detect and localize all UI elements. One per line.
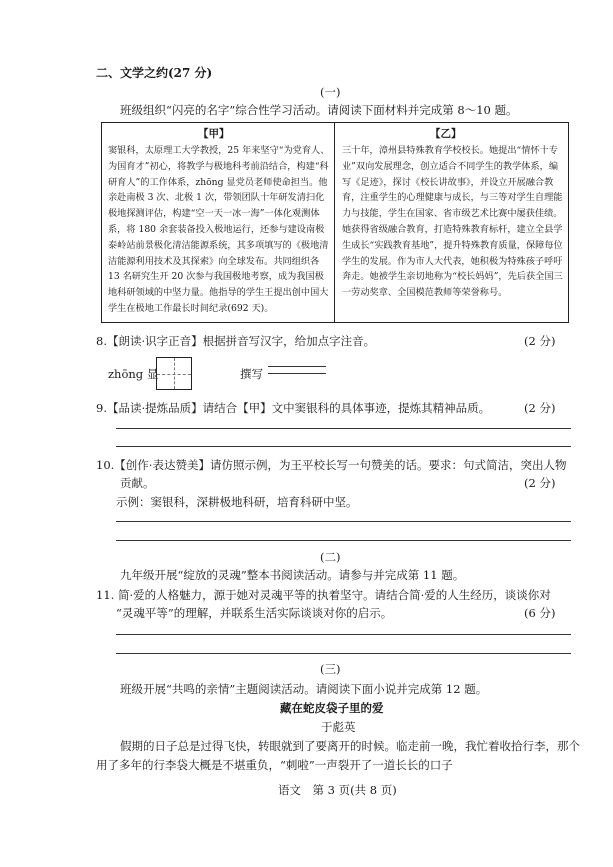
story-paragraph-line2: 用了多年的行李袋大概是不堪重负，“刺啦”一声裂开了一道长长的口子 [96, 758, 453, 772]
q11-text-line1: 11. 简·爱的人格魅力，源于她对灵魂平等的执着坚守。请结合简·爱的人生经历，谈谈你对 [96, 588, 551, 602]
part3-intro: 班级开展“共鸣的亲情”主题阅读活动。请阅读下面小说并完成第 12 题。 [120, 682, 488, 696]
part1-intro: 班级组织“闪亮的名字”综合性学习活动。请阅读下面材料并完成第 8～10 题。 [120, 103, 518, 117]
q9-answer-line-2[interactable] [116, 446, 571, 447]
q9-answer-line-1[interactable] [116, 428, 571, 429]
left-material-text: 窦银科，太原理工大学教授，25 年来坚守“为党育人、为国育才”初心，将教学与极地科考前沿结合，构建“科研育人”的工作体系，zhōng 显党员老师使命担当。他亲赴南极 3 次、北极 1 次，带领团队十年研发清扫化极地探测评估，构建“空一天一冰一海”一体化观测体系，将 180 余套装备投入极地运行，还参与建设南极泰岭站前景极化清洁能源系统，其多项填写的《极地清洁能源利用技术及其探索》向全球发布。共同组织各 13 名研究生开 20 次参与我国极地考察，成为我国极地科研领域的中坚力量。他指导的学生王提出创中国大学生在极地工作最长时间纪录(692 天)。 [108, 145, 330, 314]
right-header: 【乙】 [430, 128, 462, 140]
q8-text: 8.【朗读·识字正音】根据拼音写汉字，给加点字注音。 [96, 334, 376, 348]
q8-pinyin-label: zhōng 显 [108, 367, 159, 381]
q10-score: (2 分) [524, 476, 556, 490]
q8-answer-blank[interactable] [268, 366, 326, 374]
q11-score: (6 分) [524, 606, 556, 620]
page-footer: 语文 第 3 页(共 8 页) [278, 783, 397, 797]
q9-score: (2 分) [524, 401, 556, 415]
table-divider [334, 123, 335, 322]
q10-example: 示例：窦银科，深耕极地科研，培育科研中坚。 [116, 495, 358, 509]
q11-answer-line-1[interactable] [116, 634, 571, 635]
q8-write-label: 撰写 [240, 367, 263, 381]
q10-text-line2: 贡献。 [120, 476, 155, 490]
left-header: 【甲】 [198, 128, 230, 140]
right-material-text: 三十年，漳州县特殊教育学校校长。她提出“情怀十专业”双向发展理念，创立适合不同学生的教学体系，编写《足迹》，探讨《校长讲故事》，并设立开展融合教育，注重学生的心理健康与成长，与三等对学生自理能力与技能，学生在国家、省市级艺术比赛中屡获佳绩。她获得省级融合教育，打造特殊教育标杆，建立全县学生成长“实践教育基地”，提升特殊教育质量，保障每位学生的发展。作为市人大代表，她积极为特殊孩子呼吁奔走。她被学生亲切地称为“校长妈妈”，先后获全国三一劳动奖章、全国模范教师等荣誉称号。 [342, 145, 563, 299]
q10-answer-line-2[interactable] [116, 540, 571, 541]
story-paragraph-line1: 假期的日子总是过得飞快，转眼就到了要离开的时候。临走前一晚，我忙着收拾行李，那个 [120, 739, 580, 753]
story-title: 藏在蛇皮袋子里的爱 [280, 701, 384, 715]
part3-marker: (三) [320, 662, 341, 676]
q11-answer-line-2[interactable] [116, 653, 571, 654]
q8-score: (2 分) [524, 334, 556, 348]
story-author: 于彪英 [321, 720, 356, 734]
q10-text-line1: 10.【创作·表达赞美】请仿照示例，为王平校长写一句赞美的话。要求：句式简洁，突出人物 [96, 458, 567, 472]
q10-answer-line-1[interactable] [116, 521, 571, 522]
section-title: 二、文学之约(27 分) [96, 66, 213, 80]
part2-marker: (二) [320, 550, 341, 564]
q11-text-line2: “灵魂平等”的理解，并联系生活实际谈谈对你的启示。 [116, 606, 393, 620]
part1-marker: (一) [320, 85, 341, 99]
material-table [101, 122, 569, 323]
part2-intro: 九年级开展“绽放的灵魂”整本书阅读活动。请参与并完成第 11 题。 [120, 568, 465, 582]
write-character-box[interactable] [156, 357, 192, 390]
q9-text: 9.【品读·提炼品质】请结合【甲】文中窦银科的具体事迹，提炼其精神品质。 [96, 401, 491, 415]
